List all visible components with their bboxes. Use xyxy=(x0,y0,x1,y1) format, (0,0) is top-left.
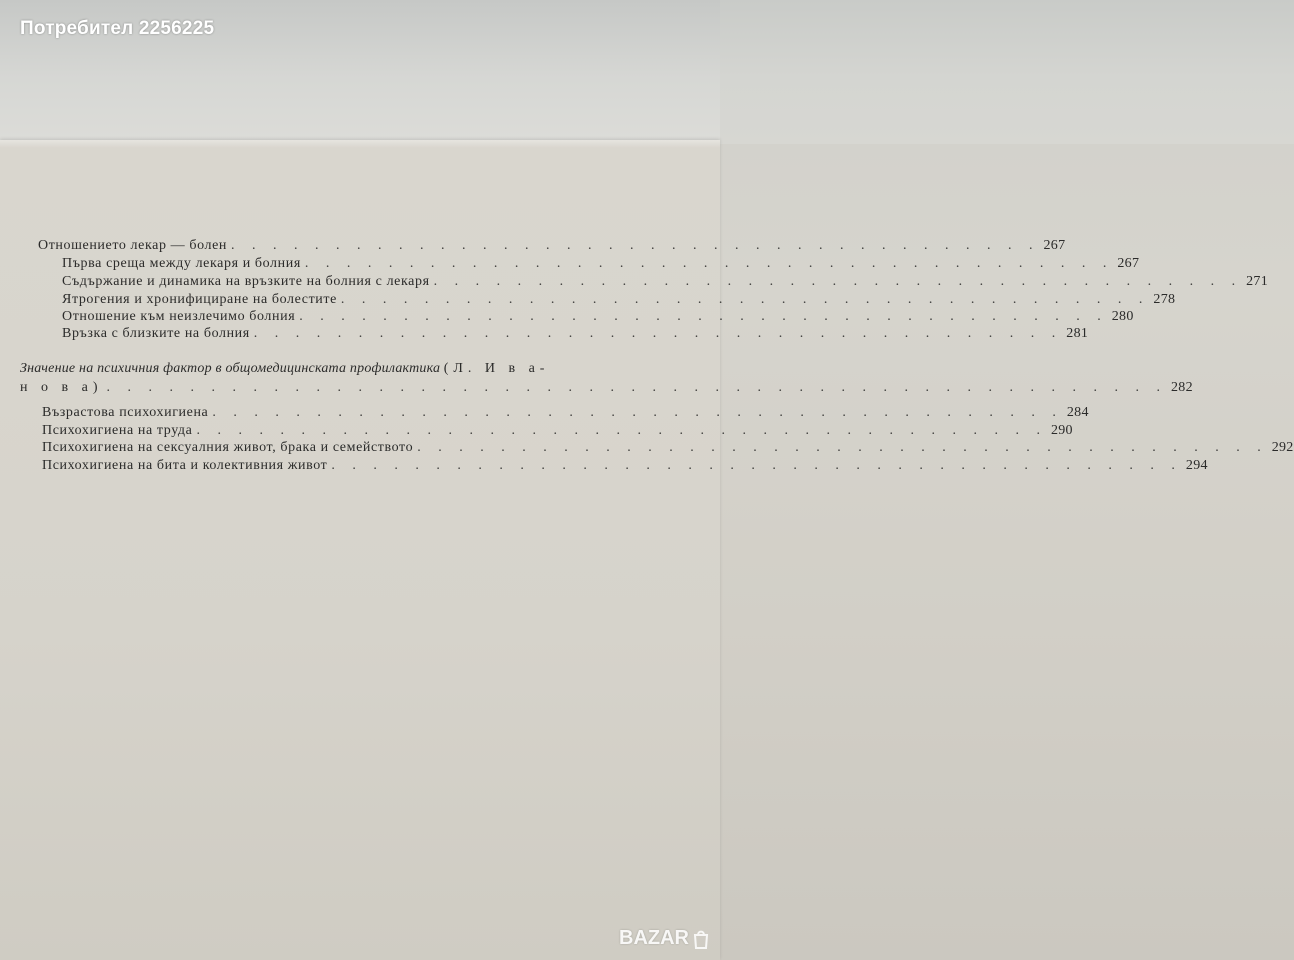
leader-dots: . . . . . . . . . . . . . . . . . . . . . . . . . . . . . . . . . . . . . . . . . xyxy=(196,423,1047,438)
toc-page-number: 278 xyxy=(1153,292,1176,307)
toc-page-number: 267 xyxy=(1043,238,1066,253)
leader-dots: . . . . . . . . . . . . . . . . . . . . . . . . . . . . . . . . . . . . . . . . . xyxy=(212,405,1063,420)
toc-page-number: 282 xyxy=(1170,380,1193,395)
leader-dots: . . . . . . . . . . . . . . . . . . . . . . . . . . . . . . . . . . . . . . . xyxy=(299,309,1108,324)
toc-entry-label: Отношение към неизлечимо болния xyxy=(62,309,296,324)
toc-entry-section-author xyxy=(20,379,1193,397)
toc-page-number: 281 xyxy=(1066,326,1089,341)
toc-entry-label: Отношението лекар — болен xyxy=(38,238,227,253)
toc-entry xyxy=(42,404,1089,422)
leader-dots: . . . . . . . . . . . . . . . . . . . . . . . . . . . . . . . . . . . . . . . xyxy=(340,292,1150,307)
section-title xyxy=(20,360,549,378)
section-author-part2: н о в а) xyxy=(20,380,103,395)
toc-entry-label: Ятрогения и хронифициране на болестите xyxy=(62,292,337,307)
leader-dots: . . . . . . . . . . . . . . . . . . . . . . . . . . . . . . . . . . . . . . . xyxy=(253,326,1063,341)
toc-page-number: 284 xyxy=(1066,405,1089,420)
toc-page-number: 267 xyxy=(1117,256,1140,271)
toc-entry-label: Възрастова психохигиена xyxy=(42,405,209,420)
toc-entry xyxy=(42,457,1208,475)
toc-entry-doctor-patient xyxy=(38,237,1066,255)
leader-dots: . . . . . . . . . . . . . . . . . . . . . . . . . . . . . . . . . . . . . . . . . xyxy=(417,440,1268,455)
toc-entry-label: Психохигиена на бита и колективния живот xyxy=(42,458,328,473)
section-author-part1: (Л. И в а- xyxy=(443,361,550,376)
toc-entry xyxy=(62,325,1089,343)
toc-entry-label: Първа среща между лекаря и болния xyxy=(62,256,301,271)
user-watermark: Потребител 2256225 xyxy=(20,18,215,39)
toc-page-number: 294 xyxy=(1185,458,1208,473)
toc-page-number: 292 xyxy=(1271,440,1294,455)
toc-page-number: 280 xyxy=(1111,309,1134,324)
toc-entry xyxy=(62,308,1134,326)
leader-dots: . . . . . . . . . . . . . . . . . . . . . . . . . . . . . . . . . . . . . . . . . xyxy=(331,458,1182,473)
toc-entry xyxy=(62,273,1269,291)
toc-entry-label: Връзка с близките на болния xyxy=(62,326,250,341)
bazar-logo xyxy=(619,927,710,950)
section-title-text: Значение на психичния фактор в общомедицинската профилактика xyxy=(20,361,441,376)
toc-entry xyxy=(62,291,1176,309)
bazar-logo-text: BAZAR xyxy=(619,927,689,949)
toc-entry-label: Психохигиена на сексуалния живот, брака и семейството xyxy=(42,440,414,455)
toc-entry xyxy=(42,422,1073,440)
toc-entry xyxy=(42,439,1294,457)
leader-dots: . . . . . . . . . . . . . . . . . . . . . . . . . . . . . . . . . . . . . . . xyxy=(433,274,1243,289)
leader-dots: . . . . . . . . . . . . . . . . . . . . . . . . . . . . . . . . . . . . . . . . . . . . . . . . . . . xyxy=(106,380,1167,395)
toc-page-number: 290 xyxy=(1050,423,1073,438)
toc-entry-label: Психохигиена на труда xyxy=(42,423,193,438)
toc-entry xyxy=(62,255,1140,273)
leader-dots: . . . . . . . . . . . . . . . . . . . . . . . . . . . . . . . . . . . . . . . xyxy=(304,256,1114,271)
shopping-bag-icon xyxy=(692,929,710,949)
leader-dots: . . . . . . . . . . . . . . . . . . . . . . . . . . . . . . . . . . . . . . . xyxy=(230,238,1040,253)
toc-entry-label: Съдържание и динамика на връзките на болния с лекаря xyxy=(62,274,430,289)
toc-page-number: 271 xyxy=(1246,274,1269,289)
